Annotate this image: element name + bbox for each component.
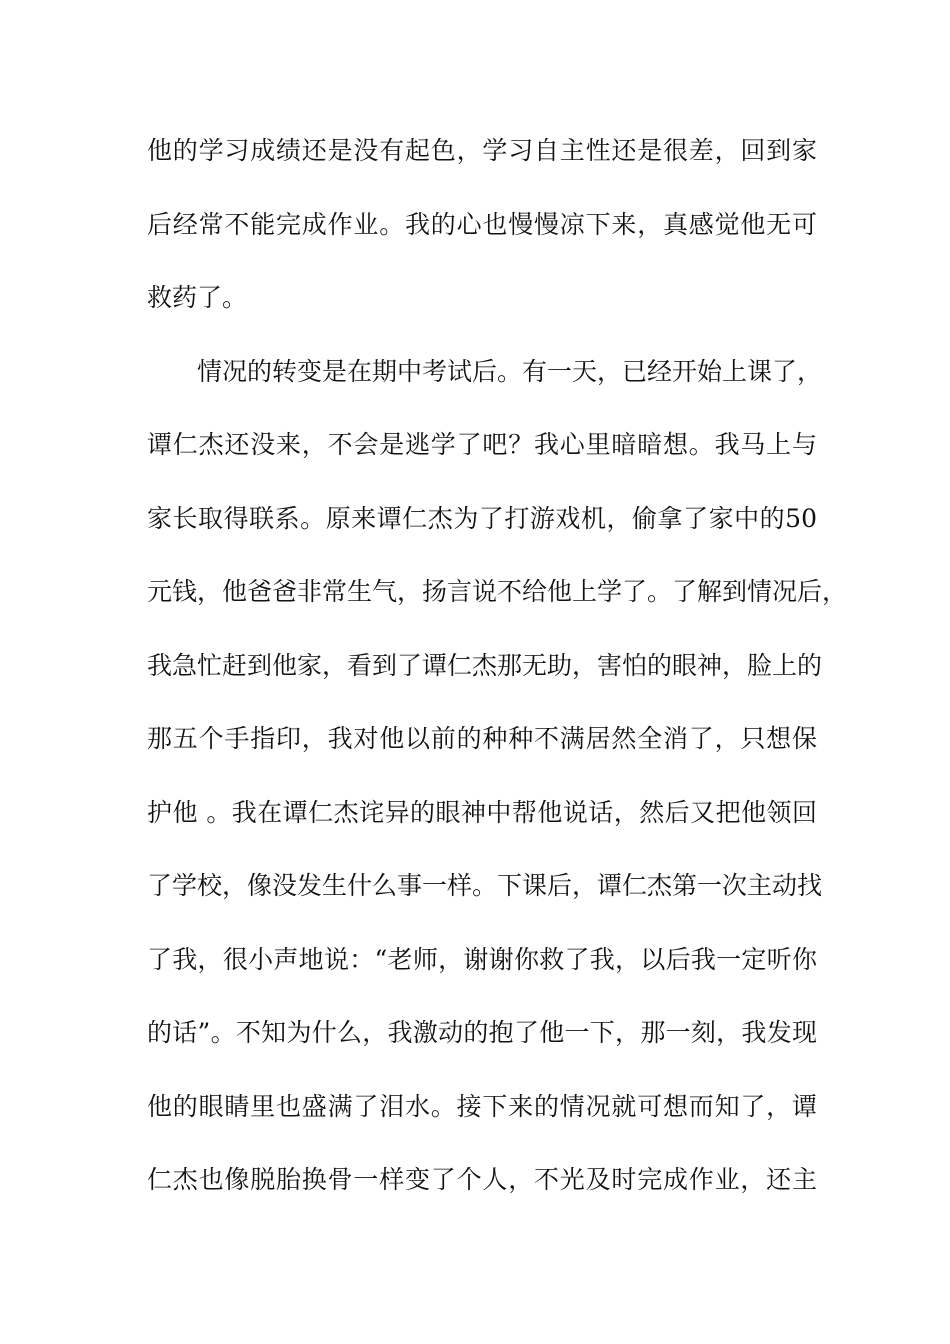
text-line: 护他 。我在谭仁杰诧异的眼神中帮他说话，然后又把他领回 (147, 797, 817, 827)
text-line: 后经常不能完成作业。我的心也慢慢凉下来，真感觉他无可 (147, 209, 817, 239)
text-line: 谭仁杰还没来，不会是逃学了吧？我心里暗暗想。我马上与 (147, 430, 817, 459)
text-line: 我急忙赶到他家，看到了谭仁杰那无助，害怕的眼神，脸上的 (147, 650, 823, 680)
text-line: 了我，很小声地说：“老师，谢谢你救了我，以后我一定听你 (147, 944, 817, 974)
text-line: 情况的转变是在期中考试后。有一天，已经开始上课了， (147, 356, 823, 386)
text-line: 元钱，他爸爸非常生气，扬言说不给他上学了。了解到情况后， (147, 577, 848, 606)
text-line: 他的学习成绩还是没有起色，学习自主性还是很差，回到家 (147, 136, 817, 165)
text-line: 家长取得联系。原来谭仁杰为了打游戏机，偷拿了家中的50 (147, 503, 817, 533)
text-line: 的话”。不知为什么，我激动的抱了他一下，那一刻，我发现 (147, 1018, 817, 1047)
text-line: 了学校，像没发生什么事一样。下课后，谭仁杰第一次主动找 (147, 871, 823, 900)
body-text (147, 128, 848, 1231)
text-line: 那五个手指印，我对他以前的种种不满居然全消了，只想保 (147, 724, 817, 753)
text-line: 他的眼睛里也盛满了泪水。接下来的情况就可想而知了，谭 (147, 1091, 817, 1121)
text-line: 救药了。 (147, 283, 248, 312)
text-line: 仁杰也像脱胎换骨一样变了个人，不光及时完成作业，还主 (147, 1165, 817, 1194)
